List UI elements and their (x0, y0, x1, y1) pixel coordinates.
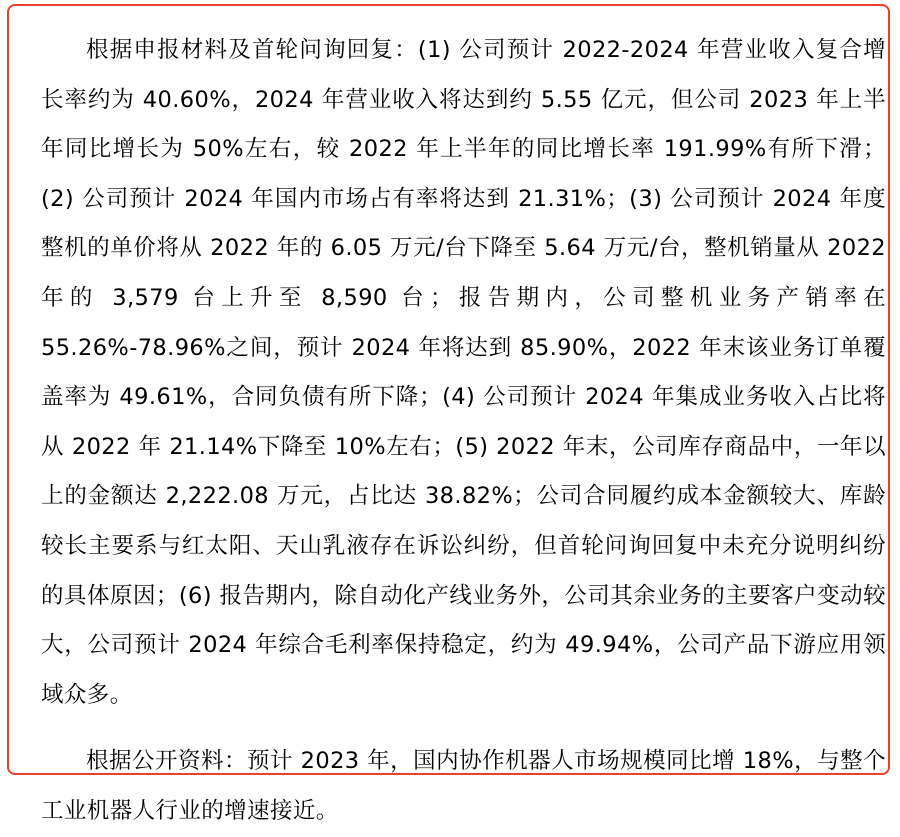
paragraph-inquiry-summary: 根据申报材料及首轮问询回复：(1) 公司预计 2022-2024 年营业收入复合增长率约为 40.60%，2024 年营业收入将达到约 5.55 亿元，但公司 2023 年上半年同比增长为 50%左右，较 2022 年上半年的同比增长率 191.99%有所下滑；(2) 公司预计 2024 年国内市场占有率将达到 21.31%；(3) 公司预计 2024 年度整机的单价将从 2022 年的 6.05 万元/台下降至 5.64 万元/台，整机销量从 2022 年的 3,579 台上升至 8,590 台；报告期内，公司整机业务产销率在 55.26%-78.96%之间，预计 2024 年将达到 85.90%，2022 年末该业务订单覆盖率为 49.61%，合同负债有所下降；(4) 公司预计 2024 年集成业务收入占比将从 2022 年 21.14%下降至 10%左右；(5) 2022 年末，公司库存商品中，一年以上的金额达 2,222.08 万元，占比达 38.82%；公司合同履约成本金额较大、库龄较长主要系与红太阳、天山乳液存在诉讼纠纷，但首轮问询回复中未充分说明纠纷的具体原因；(6) 报告期内，除自动化产线业务外，公司其余业务的主要客户变动较大，公司预计 2024 年综合毛利率保持稳定，约为 49.94%，公司产品下游应用领域众多。 (41, 37, 886, 708)
paragraph-public-info: 根据公开资料：预计 2023 年，国内协作机器人市场规模同比增 18%，与整个工业机器人行业的增速接近。 (41, 748, 886, 824)
document-body (41, 26, 886, 837)
highlight-frame (7, 4, 890, 824)
